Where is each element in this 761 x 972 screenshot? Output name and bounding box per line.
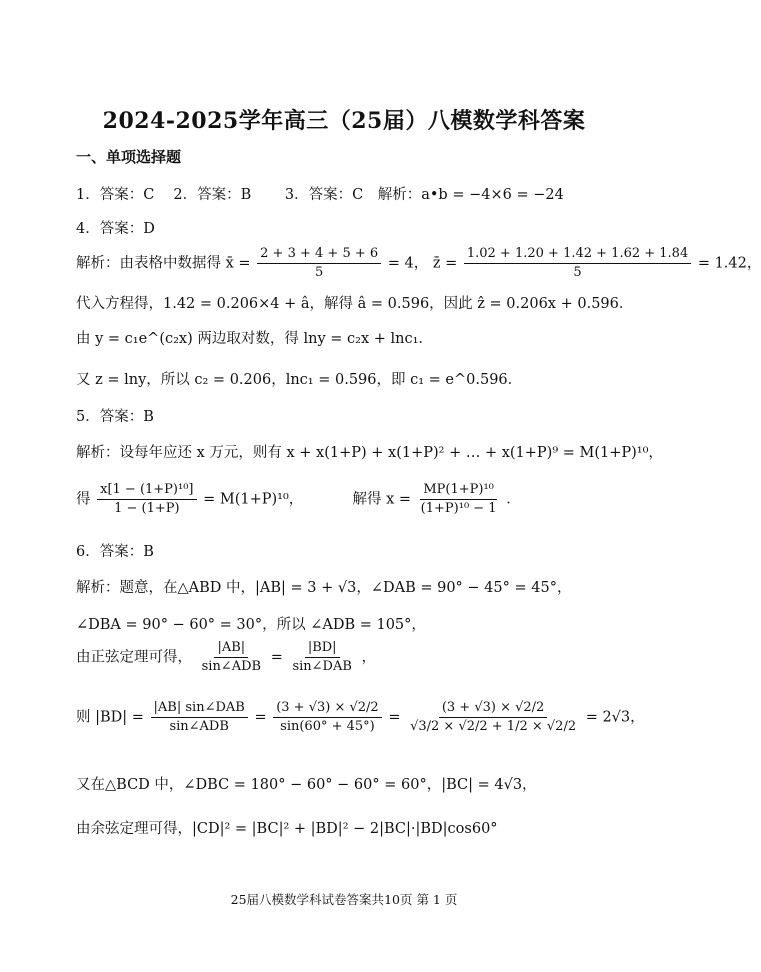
page-title: 2024-2025学年高三（25届）八模数学科答案 <box>102 108 586 134</box>
q5-answer: 5．答案：B <box>76 409 154 425</box>
q6-line-4: 则 |BD| = $\frac{\text{|AB| sin∠DAB}}{\text{sin∠ADB}}$ = $\frac{(3 + √3) \times √2/2}{\sin(60^\circ + 45^\circ)}$ = $\frac{(3 + √3) \times √2/2}{√3/2 \times √2/2 + 1/2 \times √2/2}$ = 2√3， <box>76 700 645 734</box>
q5-solution-denominator: (1+P)¹⁰ − 1 <box>420 501 497 516</box>
bd-numerator-2: (3 + √3) × √2/2 <box>273 700 382 718</box>
q5-solution-prefix: 解得 x = <box>352 491 412 508</box>
q6-line-2: ∠DBA = 90° − 60° = 30°，所以 ∠ADB = 105°， <box>76 617 426 633</box>
x-mean-fraction <box>257 246 381 281</box>
bd-fraction-3 <box>407 700 579 735</box>
q6-line-3 <box>76 640 376 675</box>
q5-solution-end: ． <box>506 491 521 508</box>
z-mean-fraction <box>464 246 691 281</box>
z-mean-prefix: z̄ = <box>432 255 458 272</box>
q4-line-3: 由 y = c₁e^(c₂x) 两边取对数，得 lny = c₂x + lnc₁． <box>76 331 433 347</box>
x-mean-numerator: 2 + 3 + 4 + 5 + 6 <box>257 246 381 264</box>
q6-answer: 6．答案：B <box>76 544 154 560</box>
z-mean-denominator: 5 <box>573 265 582 280</box>
q5-prefix: 得 <box>76 491 91 508</box>
sine-numerator-1: |AB| <box>214 640 248 658</box>
q5-numerator: x[1 − (1+P)¹⁰] <box>97 482 196 500</box>
equals-sign: = <box>270 649 283 666</box>
bd-denominator-1: sin∠ADB <box>169 719 229 734</box>
sine-denominator-1: sin∠ADB <box>201 659 262 674</box>
q5-denominator: 1 − (1+P) <box>114 501 180 516</box>
sine-denominator-2: sin∠DAB <box>292 659 352 674</box>
q4-line-4: 又 z = lny，所以 c₂ = 0.206，lnc₁ = 0.596，即 c₁ = e^0.596． <box>76 372 523 388</box>
q5-solution-numerator: MP(1+P)¹⁰ <box>420 482 497 500</box>
bd-result: = 2√3， <box>585 709 645 726</box>
q5-line-1: 解析：设每年应还 x 万元，则有 x + x(1+P) + x(1+P)² + … + x(1+P)⁹ = M(1+P)¹⁰， <box>76 445 663 461</box>
q6-line-1: 解析：题意，在△ABD 中，|AB| = 3 + √3，∠DAB = 90° − 45° = 45°， <box>76 580 572 596</box>
sine-fraction-2 <box>289 640 354 675</box>
q4-answer: 4．答案：D <box>76 221 155 237</box>
bd-fraction-1 <box>151 700 248 735</box>
bd-prefix: 则 |BD| = <box>76 709 144 726</box>
z-mean-numerator: 1.02 + 1.20 + 1.42 + 1.62 + 1.84 <box>464 246 691 264</box>
section-heading: 一、单项选择题 <box>76 148 182 166</box>
q5-fraction <box>97 482 196 517</box>
x-mean-denominator: 5 <box>315 265 324 280</box>
q5-rhs: = M(1+P)¹⁰， <box>203 491 304 508</box>
q5-line-2 <box>76 482 521 517</box>
q4-line-2: 代入方程得，1.42 = 0.206×4 + â，解得 â = 0.596，因此 ẑ = 0.206x + 0.596． <box>76 296 634 312</box>
q4-prefix: 解析：由表格中数据得 x̄ = <box>76 255 251 272</box>
answers-row-1: 1．答案：C 2．答案：B 3．答案：C 解析：a•b = −4×6 = −24 <box>76 187 564 203</box>
q4-line-1 <box>76 246 761 281</box>
sine-numerator-2: |BD| <box>305 640 340 658</box>
sine-fraction-1 <box>199 640 264 675</box>
bd-fraction-2 <box>273 700 382 735</box>
q6-line-5: 又在△BCD 中，∠DBC = 180° − 60° − 60° = 60°，|BC| = 4√3， <box>76 777 537 793</box>
bd-denominator-3: √3/2 × √2/2 + 1/2 × √2/2 <box>410 719 577 734</box>
bd-denominator-2: sin(60° + 45°) <box>280 719 375 734</box>
bd-numerator-3: (3 + √3) × √2/2 <box>439 700 548 718</box>
q5-solution-fraction <box>418 482 500 517</box>
z-mean-value: = 1.42， <box>697 255 761 272</box>
bd-numerator-1: |AB| sin∠DAB <box>151 700 248 718</box>
q6-line-6: 由余弦定理可得，|CD|² = |BC|² + |BD|² − 2|BC|·|BD|cos60° <box>76 821 498 837</box>
page-footer: 25届八模数学科试卷答案共10页 第 1 页 <box>230 892 458 907</box>
q6-sine-prefix: 由正弦定理可得， <box>76 649 192 666</box>
q6-sine-end: ， <box>361 649 377 666</box>
x-mean-value: = 4， <box>387 255 429 272</box>
